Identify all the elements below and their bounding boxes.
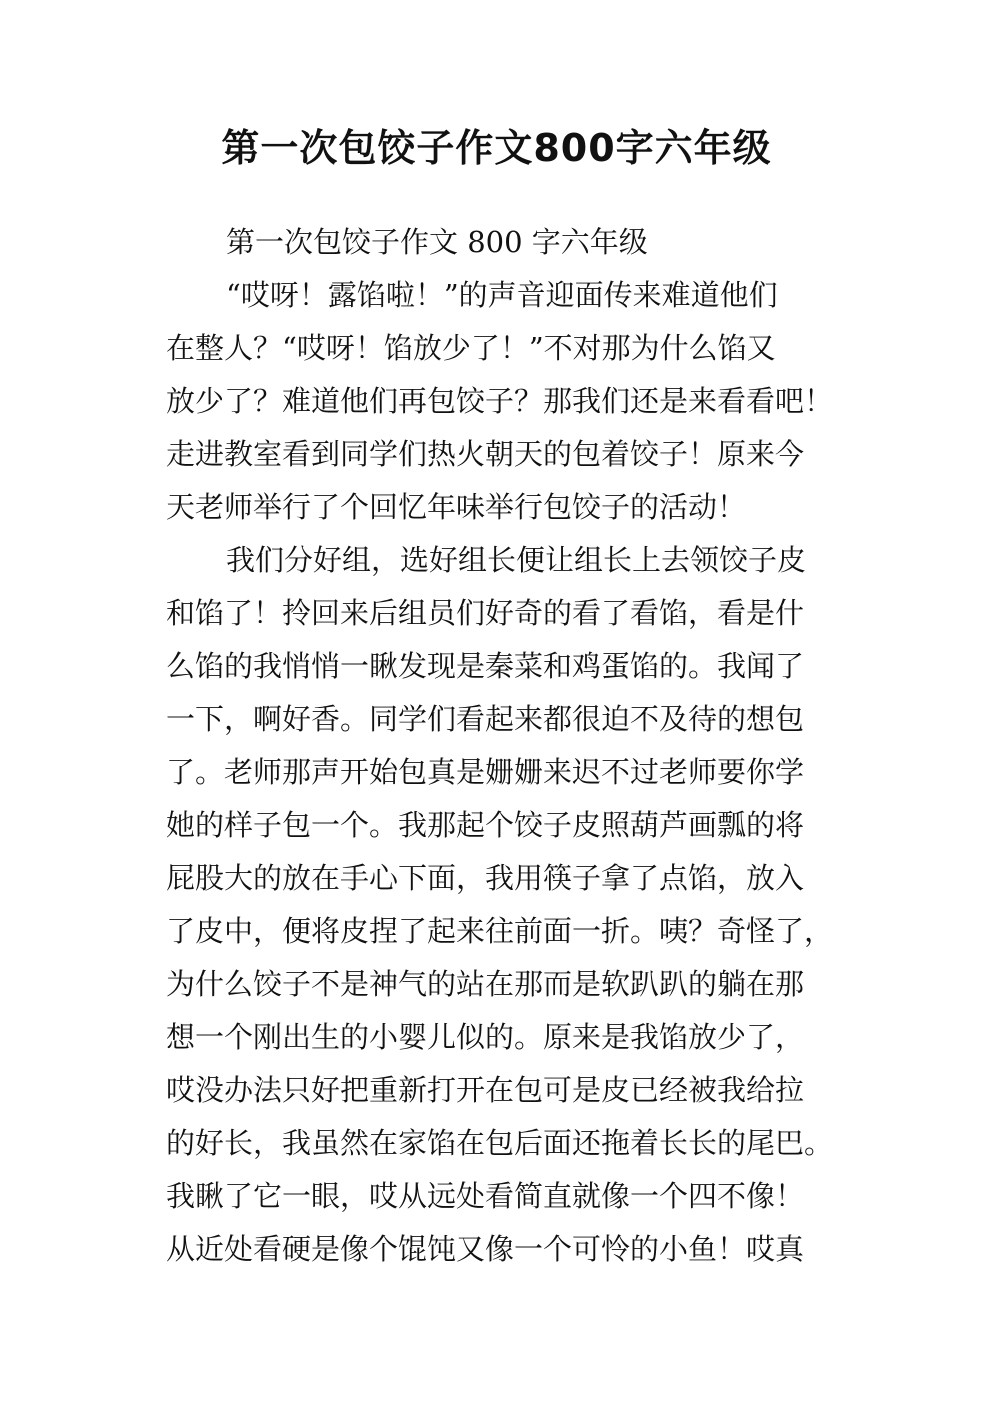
document-body — [166, 220, 836, 1280]
body-text-line: 在整人？“哎呀！馅放少了！”不对那为什么馅又 — [166, 331, 776, 365]
body-text-line: 想一个刚出生的小婴儿似的。原来是我馅放少了， — [166, 1020, 805, 1054]
body-text-line: 我瞅了它一眼，哎从远处看简直就像一个四不像！ — [166, 1179, 805, 1213]
body-text-line: 她的样子包一个。我那起个饺子皮照葫芦画瓢的将 — [166, 808, 805, 842]
document-title: 第一次包饺子作文800字六年级 — [221, 126, 772, 170]
body-text-line: 么馅的我悄悄一瞅发现是秦菜和鸡蛋馅的。我闻了 — [166, 649, 805, 683]
body-text-line: 一下，啊好香。同学们看起来都很迫不及待的想包 — [166, 702, 805, 736]
body-text-line: 从近处看硬是像个馄饨又像一个可怜的小鱼！哎真 — [166, 1232, 805, 1266]
body-text-line: “哎呀！露馅啦！”的声音迎面传来难道他们 — [226, 278, 778, 312]
body-text-line: 和馅了！拎回来后组员们好奇的看了看馅，看是什 — [166, 596, 805, 630]
body-text-line: 放少了？难道他们再包饺子？那我们还是来看看吧！ — [166, 384, 834, 418]
body-text-line: 走进教室看到同学们热火朝天的包着饺子！原来今 — [166, 437, 805, 471]
body-text-line: 了皮中，便将皮捏了起来往前面一折。咦？奇怪了， — [166, 914, 834, 948]
body-text-line: 天老师举行了个回忆年味举行包饺子的活动！ — [166, 490, 747, 524]
body-text-line: 哎没办法只好把重新打开在包可是皮已经被我给拉 — [166, 1073, 805, 1107]
body-text-line: 我们分好组，选好组长便让组长上去领饺子皮 — [226, 543, 807, 577]
body-text-line: 第一次包饺子作文 800 字六年级 — [226, 225, 648, 259]
body-text-line: 了。老师那声开始包真是姗姗来迟不过老师要你学 — [166, 755, 805, 789]
body-text-line: 为什么饺子不是神气的站在那而是软趴趴的躺在那 — [166, 967, 805, 1001]
body-text-line: 屁股大的放在手心下面，我用筷子拿了点馅，放入 — [166, 861, 805, 895]
body-text-line: 的好长，我虽然在家馅在包后面还拖着长长的尾巴。 — [166, 1126, 834, 1160]
